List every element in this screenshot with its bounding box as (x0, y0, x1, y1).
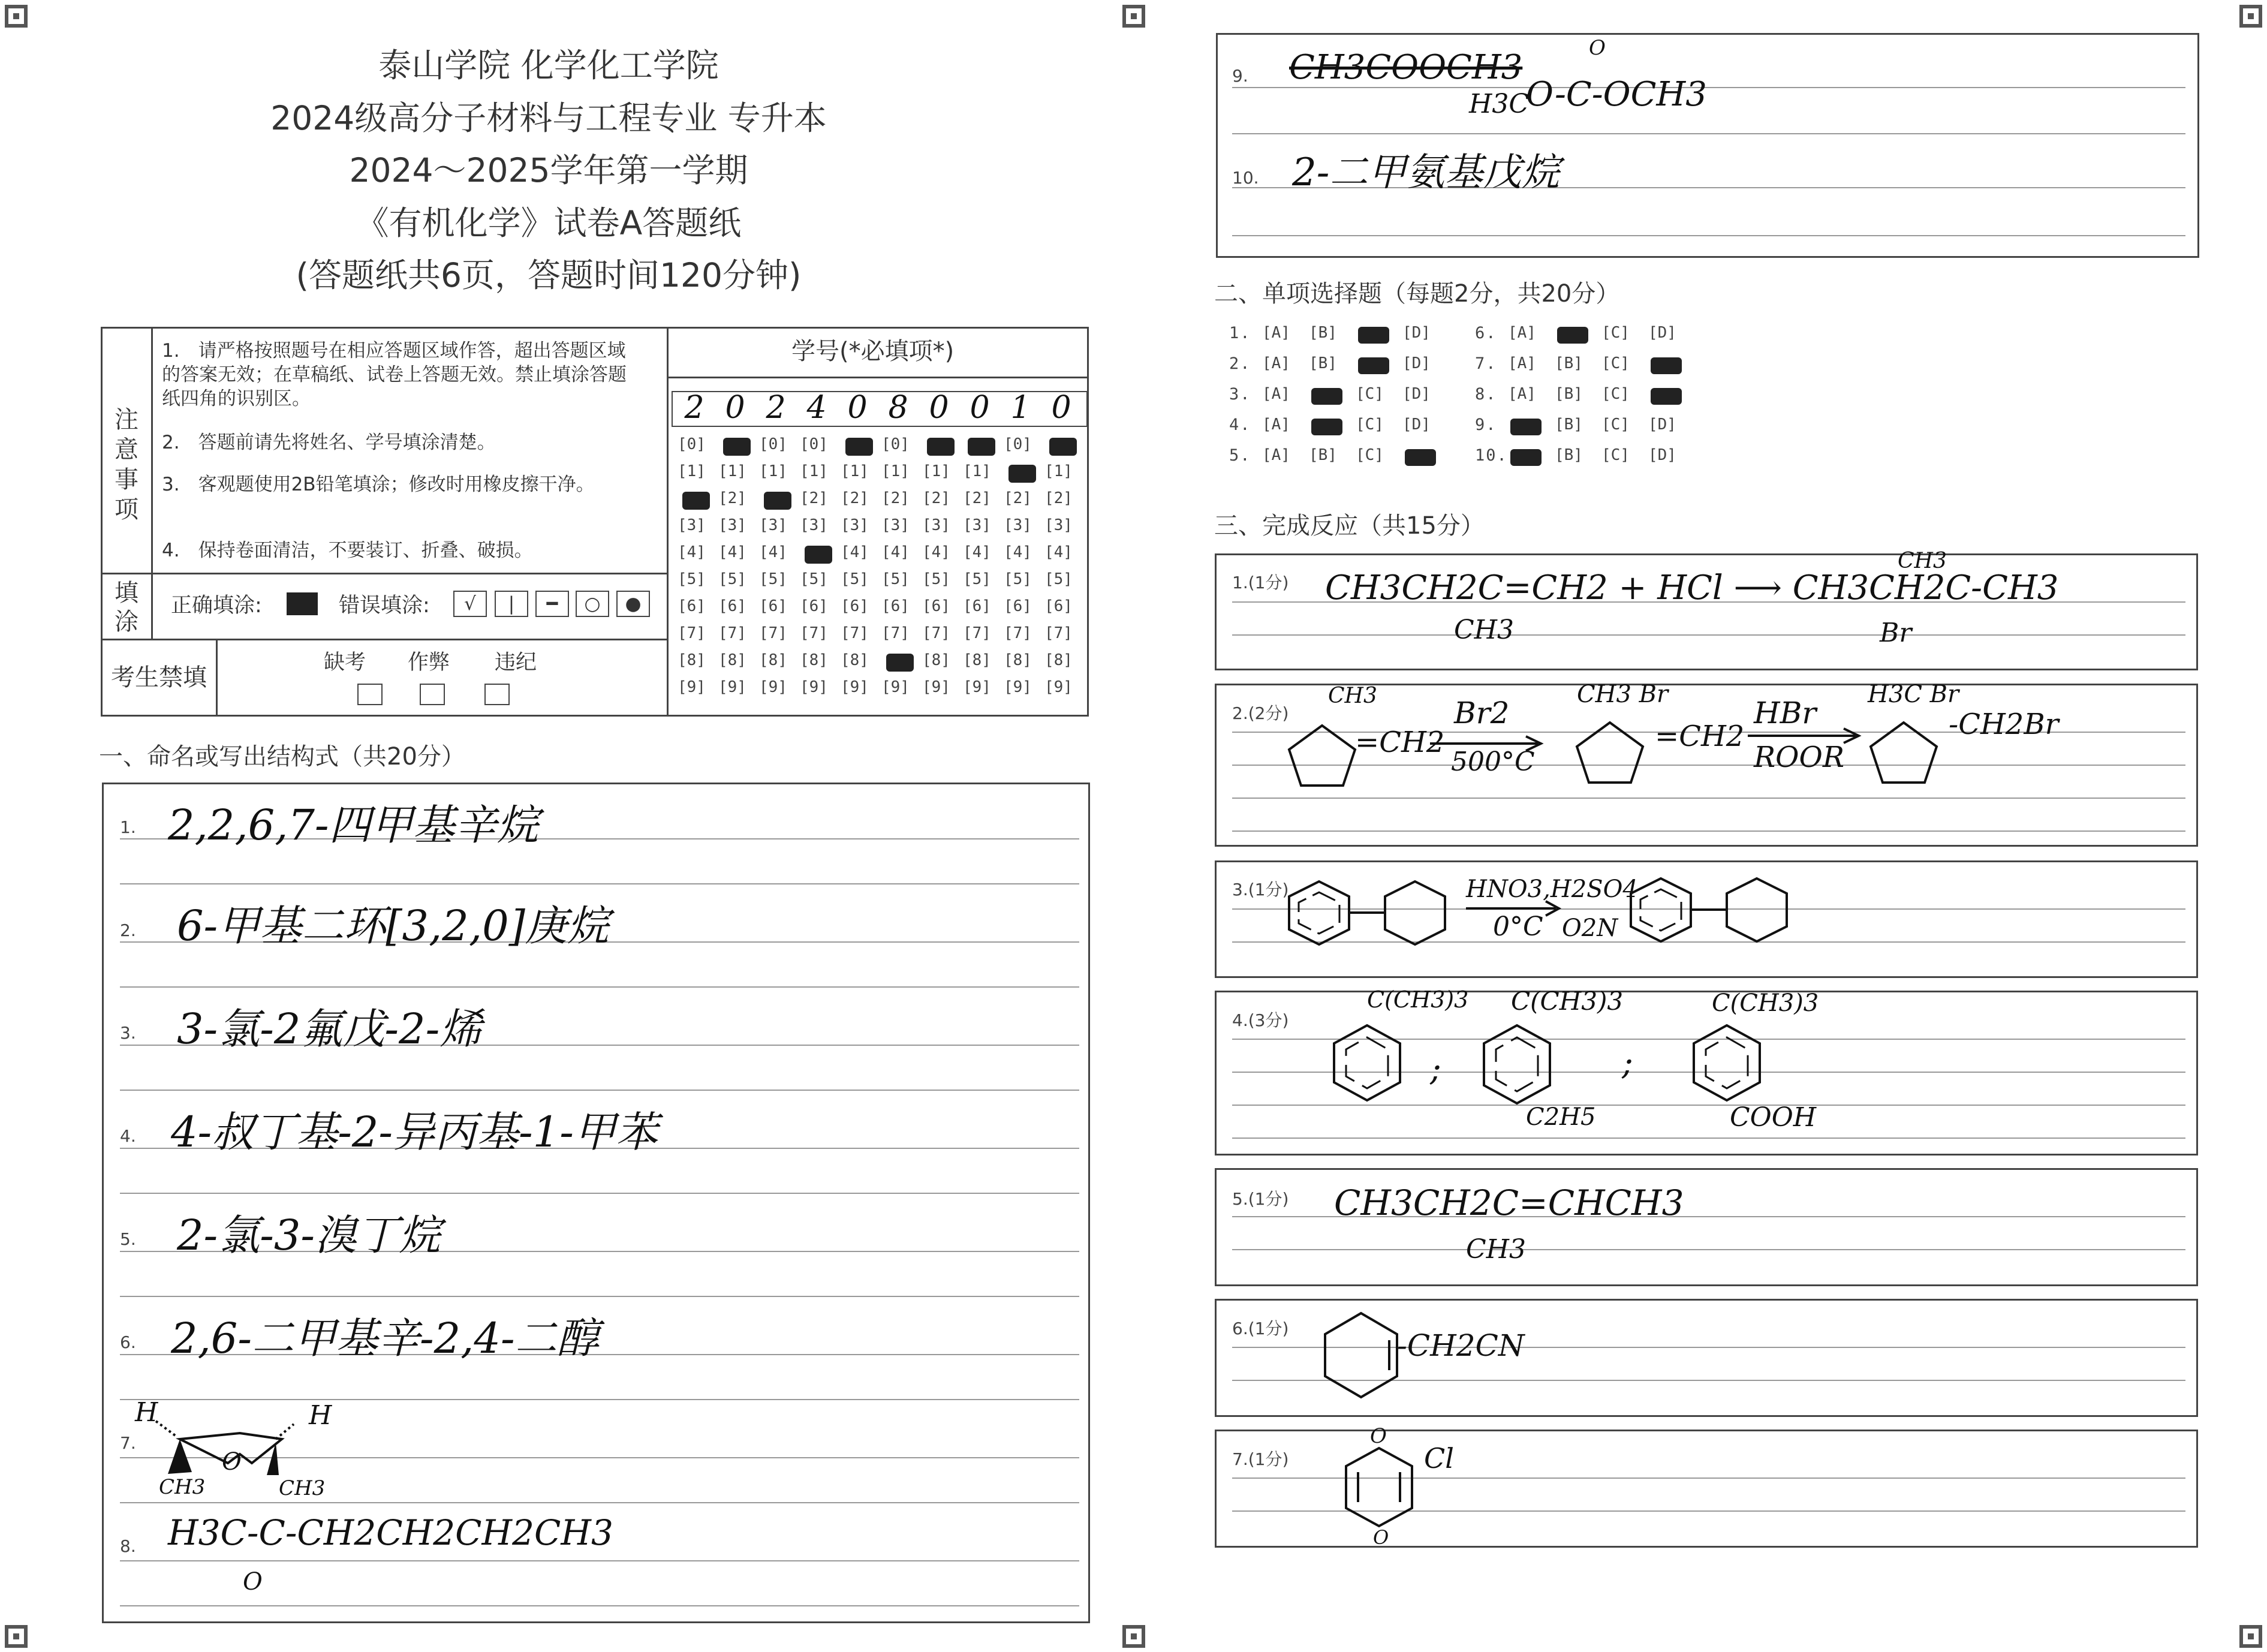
student-id-bubble-filled[interactable] (927, 438, 955, 456)
forbid-label: 考生禁填 (111, 664, 207, 691)
choice-question-number: 5. (1229, 446, 1251, 465)
notice-item-3: 3. 客观题使用2B铅笔填涂；修改时用橡皮擦干净。 (162, 474, 595, 495)
student-id-bubble[interactable]: [3] (1044, 516, 1073, 534)
student-id-bubble[interactable]: [1] (759, 462, 787, 480)
student-id-digit: 1 (1010, 390, 1031, 426)
student-id-bubble[interactable]: [3] (881, 516, 910, 534)
student-id-bubble[interactable]: [7] (881, 624, 910, 642)
student-id-bubble-filled[interactable] (968, 438, 995, 456)
choice-bubble[interactable]: [C] (1356, 385, 1384, 403)
student-id-bubble[interactable]: [7] (718, 624, 746, 642)
header-exam-title: 《有机化学》试卷A答题纸 (356, 204, 742, 242)
student-id-digit: 0 (1051, 390, 1071, 426)
student-id-digit: 2 (766, 390, 786, 426)
notice-item-4: 4. 保持卷面清洁，不要装订、折叠、破损。 (162, 540, 533, 561)
student-id-bubble[interactable]: [5] (759, 570, 787, 588)
student-id-bubble[interactable]: [9] (1044, 678, 1073, 696)
header-duration: (答题纸共6页，答题时间120分钟) (296, 256, 802, 294)
cyclopentane-icon (1283, 720, 1361, 792)
student-id-bubble[interactable]: [8] (800, 651, 828, 669)
student-id-bubble[interactable]: [2] (1044, 489, 1073, 507)
choice-bubble[interactable]: [C] (1601, 385, 1630, 403)
student-id-digit: 0 (847, 390, 868, 426)
choice-bubble[interactable]: [B] (1555, 416, 1583, 434)
choice-bubble-filled[interactable] (1358, 327, 1389, 344)
choice-bubble[interactable]: [C] (1601, 324, 1630, 342)
student-id-bubble[interactable]: [9] (1004, 678, 1032, 696)
student-id-bubble[interactable]: [9] (678, 678, 706, 696)
choice-question-number: 3. (1229, 385, 1251, 404)
student-id-bubble[interactable]: [9] (922, 678, 950, 696)
student-id-digit: 0 (725, 390, 745, 426)
forbid-absent-box[interactable] (357, 684, 383, 705)
student-id-bubble[interactable]: [6] (1004, 597, 1032, 615)
student-id-bubble[interactable]: [2] (1004, 489, 1032, 507)
student-id-bubble[interactable]: [1] (963, 462, 991, 480)
choice-bubble[interactable]: [D] (1402, 385, 1431, 403)
header-term: 2024～2025学年第一学期 (349, 151, 748, 189)
student-id-bubble[interactable]: [4] (759, 543, 787, 561)
notice-item-1: 1. 请严格按照题号在相应答题区域作答，超出答题区域的答案无效；在草稿纸、试卷上答题无效。禁止填涂答题纸四角的识别区。 (162, 340, 627, 410)
student-id-bubble[interactable]: [2] (963, 489, 991, 507)
choice-bubble[interactable]: [C] (1601, 446, 1630, 464)
choice-bubble[interactable]: [D] (1648, 446, 1676, 464)
choice-question-number: 9. (1475, 416, 1497, 434)
student-id-bubble[interactable]: [9] (800, 678, 828, 696)
choice-question-number: 6. (1475, 324, 1497, 342)
student-id-bubble[interactable]: [9] (841, 678, 869, 696)
student-id-bubble[interactable]: [1] (1044, 462, 1073, 480)
ethyl-tert-butylbenzene-drawing (1475, 1019, 1559, 1115)
student-id-bubble[interactable]: [4] (1044, 543, 1073, 561)
choice-bubble-filled[interactable] (1358, 357, 1389, 374)
student-id-bubble[interactable]: [7] (963, 624, 991, 642)
choice-bubble-filled[interactable] (1311, 388, 1342, 405)
student-id-bubble[interactable]: [7] (1004, 624, 1032, 642)
choice-question-number: 2. (1229, 354, 1251, 373)
choice-question-number: 1. (1229, 324, 1251, 342)
choice-bubble[interactable]: [B] (1309, 324, 1337, 342)
student-id-bubble[interactable]: [6] (759, 597, 787, 615)
student-id-bubble[interactable]: [2] (881, 489, 910, 507)
choice-question-number: 7. (1475, 354, 1497, 373)
student-id-bubble-filled[interactable] (764, 492, 791, 510)
student-id-bubble[interactable]: [8] (963, 651, 991, 669)
student-id-bubble[interactable]: [2] (718, 489, 746, 507)
forbid-cheat-label: 作弊 (408, 651, 450, 675)
student-id-bubble[interactable]: [8] (841, 651, 869, 669)
student-id-bubble[interactable]: [2] (800, 489, 828, 507)
tert-butylbenzoic-acid-drawing (1685, 1019, 1769, 1109)
student-id-bubble-filled[interactable] (805, 546, 832, 564)
corner-mark-top-right (2239, 5, 2262, 28)
choice-bubble[interactable]: [D] (1402, 416, 1431, 434)
student-id-bubble-filled[interactable] (845, 438, 873, 456)
student-id-bubble[interactable]: [1] (718, 462, 746, 480)
student-id-bubble[interactable]: [7] (800, 624, 828, 642)
student-id-bubble[interactable]: [9] (718, 678, 746, 696)
student-id-bubble[interactable]: [7] (922, 624, 950, 642)
student-id-bubble[interactable]: [9] (963, 678, 991, 696)
student-id-bubble[interactable]: [4] (922, 543, 950, 561)
choice-bubble[interactable]: [D] (1402, 354, 1431, 372)
student-id-bubble[interactable]: [8] (759, 651, 787, 669)
student-id-bubble[interactable]: [0] (800, 435, 828, 453)
forbid-discipline-label: 违纪 (495, 651, 537, 675)
correct-fill-sample (287, 592, 318, 615)
choice-bubble[interactable]: [C] (1356, 416, 1384, 434)
student-id-bubble[interactable]: [0] (678, 435, 706, 453)
fill-label: 填 涂 (115, 579, 139, 636)
student-id-bubble[interactable]: [3] (922, 516, 950, 534)
correct-fill-label: 正确填涂: (171, 594, 262, 618)
student-id-bubble[interactable]: [3] (963, 516, 991, 534)
choice-bubble[interactable]: [B] (1309, 354, 1337, 372)
choice-bubble[interactable]: [B] (1309, 446, 1337, 464)
student-id-bubble[interactable]: [8] (1004, 651, 1032, 669)
section2-title: 二、单项选择题（每题2分，共20分） (1214, 280, 1620, 308)
student-id-bubble[interactable]: [5] (841, 570, 869, 588)
student-id-bubble-filled[interactable] (1049, 438, 1077, 456)
student-id-bubble[interactable]: [8] (1044, 651, 1073, 669)
tert-butylbenzene-drawing (1325, 1019, 1409, 1109)
student-id-bubble-filled[interactable] (723, 438, 751, 456)
student-id-bubble[interactable]: [6] (881, 597, 910, 615)
choice-bubble[interactable]: [B] (1555, 446, 1583, 464)
student-id-bubble[interactable]: [1] (841, 462, 869, 480)
student-id-bubble[interactable]: [4] (718, 543, 746, 561)
student-id-bubble[interactable]: [6] (1044, 597, 1073, 615)
student-id-bubble[interactable]: [3] (1004, 516, 1032, 534)
student-id-bubble[interactable]: [6] (678, 597, 706, 615)
student-id-bubble[interactable]: [8] (678, 651, 706, 669)
forbid-cheat-box[interactable] (420, 684, 445, 705)
choice-bubble[interactable]: [C] (1601, 354, 1630, 372)
cyclopentane-icon (1865, 717, 1943, 789)
choice-bubble[interactable]: [A] (1262, 354, 1290, 372)
corner-mark-bottom-right (2239, 1625, 2262, 1648)
student-id-digit: 2 (684, 390, 705, 426)
student-id-bubble[interactable]: [1] (881, 462, 910, 480)
student-id-bubble[interactable]: [1] (922, 462, 950, 480)
student-id-bubble[interactable]: [5] (800, 570, 828, 588)
student-id-bubble[interactable]: [3] (759, 516, 787, 534)
student-id-bubble-filled[interactable] (886, 654, 914, 672)
student-id-bubble[interactable]: [0] (759, 435, 787, 453)
choice-bubble-filled[interactable] (1510, 419, 1542, 435)
choice-bubble-filled[interactable] (1311, 419, 1342, 435)
choice-bubble[interactable]: [C] (1356, 446, 1384, 464)
student-id-bubble[interactable]: [5] (1004, 570, 1032, 588)
student-id-bubble[interactable]: [9] (881, 678, 910, 696)
notice-title: 注 意 事 项 (115, 406, 139, 523)
student-id-bubble[interactable]: [6] (718, 597, 746, 615)
student-id-bubble[interactable]: [4] (841, 543, 869, 561)
student-id-digit: 8 (888, 390, 908, 426)
wrong-fill-label: 错误填涂: (339, 594, 430, 618)
section1-title: 一、命名或写出结构式（共20分） (99, 743, 465, 771)
choice-question-number: 10. (1475, 446, 1508, 465)
student-id-bubble[interactable]: [7] (841, 624, 869, 642)
header-major: 2024级高分子材料与工程专业 专升本 (270, 99, 827, 137)
choice-bubble[interactable]: [A] (1262, 416, 1290, 434)
student-id-bubble[interactable]: [5] (718, 570, 746, 588)
student-id-bubble[interactable]: [3] (800, 516, 828, 534)
choice-bubble[interactable]: [D] (1648, 324, 1676, 342)
choice-bubble[interactable]: [B] (1555, 354, 1583, 372)
student-id-bubble[interactable]: [3] (718, 516, 746, 534)
student-id-bubble[interactable]: [4] (1004, 543, 1032, 561)
nitrophenylcyclohexane-drawing (1619, 872, 1823, 950)
student-id-bubble[interactable]: [4] (881, 543, 910, 561)
corner-mark-top-center (1122, 5, 1145, 28)
choice-bubble[interactable]: [A] (1508, 354, 1536, 372)
student-id-bubble[interactable]: [9] (759, 678, 787, 696)
notice-item-2: 2. 答题前请先将姓名、学号填涂清楚。 (162, 432, 496, 453)
student-id-bubble[interactable]: [2] (841, 489, 869, 507)
corner-mark-bottom-center (1122, 1625, 1145, 1648)
student-id-bubble[interactable]: [8] (718, 651, 746, 669)
student-id-bubble[interactable]: [6] (963, 597, 991, 615)
cyclopentane-icon (1571, 717, 1649, 789)
choice-bubble-filled[interactable] (1651, 388, 1682, 405)
choice-bubble[interactable]: [B] (1555, 385, 1583, 403)
choice-bubble[interactable]: [A] (1508, 385, 1536, 403)
student-id-bubble[interactable]: [4] (678, 543, 706, 561)
student-id-bubble-filled[interactable] (682, 492, 710, 510)
student-id-title: 学号(*必填项*) (791, 338, 955, 365)
choice-bubble[interactable]: [A] (1262, 324, 1290, 342)
choice-bubble-filled[interactable] (1651, 357, 1682, 374)
student-id-bubble[interactable]: [4] (963, 543, 991, 561)
student-id-bubble[interactable]: [5] (922, 570, 950, 588)
student-id-bubble[interactable]: [1] (800, 462, 828, 480)
choice-bubble[interactable]: [C] (1601, 416, 1630, 434)
student-id-bubble[interactable]: [3] (841, 516, 869, 534)
student-id-digit: 0 (970, 390, 990, 426)
choice-question-number: 8. (1475, 385, 1497, 404)
header-school: 泰山学院 化学化工学院 (378, 46, 719, 85)
student-id-digit: 4 (806, 390, 827, 426)
student-id-bubble[interactable]: [7] (759, 624, 787, 642)
student-id-bubble[interactable]: [0] (881, 435, 910, 453)
choice-bubble[interactable]: [D] (1402, 324, 1431, 342)
choice-bubble[interactable]: [D] (1648, 416, 1676, 434)
phenylcyclohexane-drawing (1283, 875, 1475, 953)
student-id-bubble[interactable]: [7] (678, 624, 706, 642)
student-id-bubble[interactable]: [6] (800, 597, 828, 615)
choice-bubble[interactable]: [A] (1508, 324, 1536, 342)
section3-title: 三、完成反应（共15分） (1214, 512, 1485, 540)
student-id-bubble[interactable]: [7] (1044, 624, 1073, 642)
student-id-bubble-filled[interactable] (1008, 465, 1036, 483)
student-id-bubble[interactable]: [5] (881, 570, 910, 588)
forbid-discipline-box[interactable] (484, 684, 510, 705)
student-id-bubble[interactable]: [5] (963, 570, 991, 588)
choice-bubble-filled[interactable] (1510, 449, 1542, 466)
student-id-bubble[interactable]: [5] (678, 570, 706, 588)
student-id-bubble[interactable]: [0] (1004, 435, 1032, 453)
student-id-bubble[interactable]: [1] (678, 462, 706, 480)
choice-bubble[interactable]: [A] (1262, 385, 1290, 403)
student-id-bubble[interactable]: [5] (1044, 570, 1073, 588)
student-id-bubble[interactable]: [2] (922, 489, 950, 507)
student-id-digit: 0 (929, 390, 949, 426)
choice-bubble[interactable]: [A] (1262, 446, 1290, 464)
corner-mark-top-left (5, 5, 28, 28)
student-id-bubble[interactable]: [3] (678, 516, 706, 534)
choice-bubble-filled[interactable] (1405, 449, 1436, 466)
student-id-bubble[interactable]: [8] (922, 651, 950, 669)
student-id-bubble[interactable]: [6] (922, 597, 950, 615)
corner-mark-bottom-left (5, 1625, 28, 1648)
choice-question-number: 4. (1229, 416, 1251, 434)
choice-bubble-filled[interactable] (1557, 327, 1588, 344)
forbid-absent-label: 缺考 (324, 651, 366, 675)
student-id-bubble[interactable]: [6] (841, 597, 869, 615)
